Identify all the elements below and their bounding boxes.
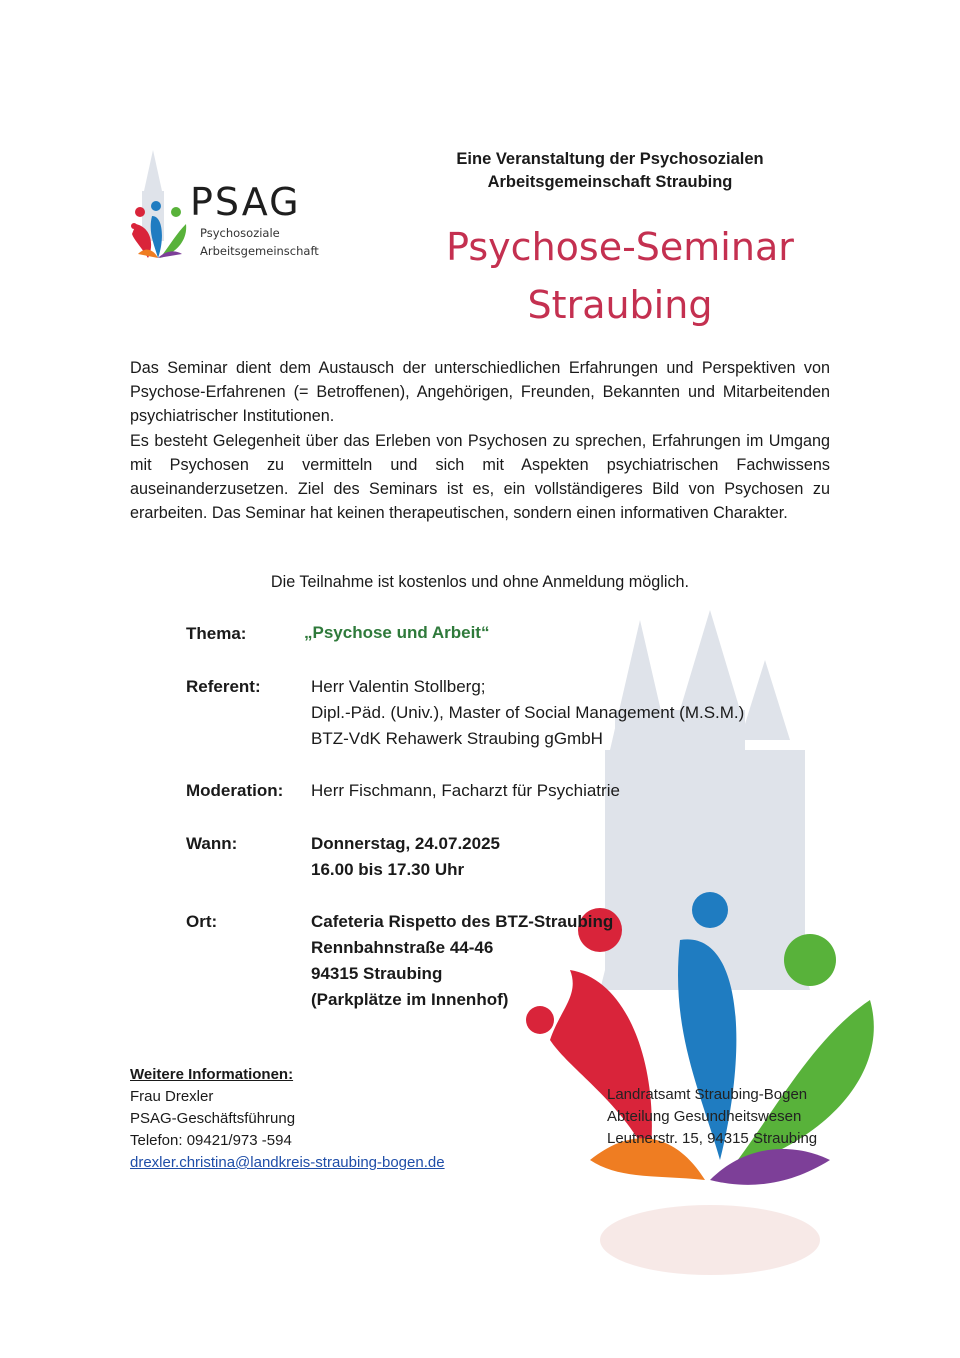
organizer-line [420,148,800,194]
contact-role: PSAG-Geschäftsführung [130,1110,296,1127]
contact-phone: Telefon: 09421/973 -594 [130,1132,292,1149]
organizer-line-1: Eine Veranstaltung der Psychosozialen [456,150,764,168]
speaker-organization: BTZ-VdK Rehawerk Straubing gGmbH [311,729,603,748]
contact-heading: Weitere Informationen: [130,1066,294,1083]
office-line-2: Abteilung Gesundheitswesen [607,1108,802,1125]
free-admission-note: Die Teilnahme ist kostenlos und ohne Anmeldung möglich. [270,573,690,591]
page-title [410,218,830,334]
office-address [607,1084,817,1150]
event-date: Donnerstag, 24.07.2025 [311,834,500,853]
speaker-degree: Dipl.-Päd. (Univ.), Master of Social Management (M.S.M.) [311,703,745,722]
where-value [311,909,613,1013]
intro-paragraph-1: Das Seminar dient dem Austausch der unterschiedlichen Erfahrungen und Perspektiven von Psychose-Erfahrenen (= Betroffenen), Angehörigen, Freunden, Bekannten und Mitarbeitenden psychiatrischer Institutionen. [130,359,830,426]
psag-logo [128,146,328,264]
logo-subtitle-line2: Arbeitsgemeinschaft [200,244,319,258]
logo-subtitle-line1: Psychosoziale [200,226,280,240]
organizer-line-2: Arbeitsgemeinschaft Straubing [487,173,733,191]
title-line-2: Straubing [527,283,713,327]
speaker-value [311,674,744,752]
title-line-1: Psychose-Seminar [446,225,794,269]
speaker-name: Herr Valentin Stollberg; [311,677,486,696]
office-line-3: Leutnerstr. 15, 94315 Straubing [607,1130,818,1147]
venue-city: 94315 Straubing [311,964,443,983]
contact-info [130,1064,445,1174]
event-time: 16.00 bis 17.30 Uhr [311,860,465,879]
intro-paragraph-2: Es besteht Gelegenheit über das Erleben von Psychosen zu sprechen, Erfahrungen im Umgang mit Psychosen zu vermitteln und sich mit Aspekten psychiatrischen Fachwissens auseinanderzusetzen. Ziel des Seminars ist es, ein vollständigeres Bild von Psychosen zu erarbeiten. Das Seminar hat keinen therapeutischen, sondern einen informativen Charakter. [130,431,830,523]
topic-value: „Psychose und Arbeit“ [304,623,490,642]
where-label: Ort: [186,912,218,931]
when-value [311,831,500,883]
contact-email-link[interactable]: drexler.christina@landkreis-straubing-bogen.de [130,1154,445,1171]
tower-silhouette [600,610,810,990]
when-label: Wann: [186,834,238,853]
moderation-value: Herr Fischmann, Facharzt für Psychiatrie [311,781,620,800]
logo-wordmark: PSAG [190,180,301,224]
moderation-label: Moderation: [186,781,284,800]
venue-name: Cafeteria Rispetto des BTZ-Straubing [311,912,614,931]
topic-label: Thema: [186,624,247,643]
office-line-1: Landratsamt Straubing-Bogen [607,1086,808,1103]
intro-text [130,356,830,525]
speaker-label: Referent: [186,677,261,696]
contact-name: Frau Drexler [130,1088,214,1105]
logo-figures-icon [128,146,198,264]
venue-parking-note: (Parkplätze im Innenhof) [311,990,509,1009]
venue-street: Rennbahnstraße 44-46 [311,938,494,957]
